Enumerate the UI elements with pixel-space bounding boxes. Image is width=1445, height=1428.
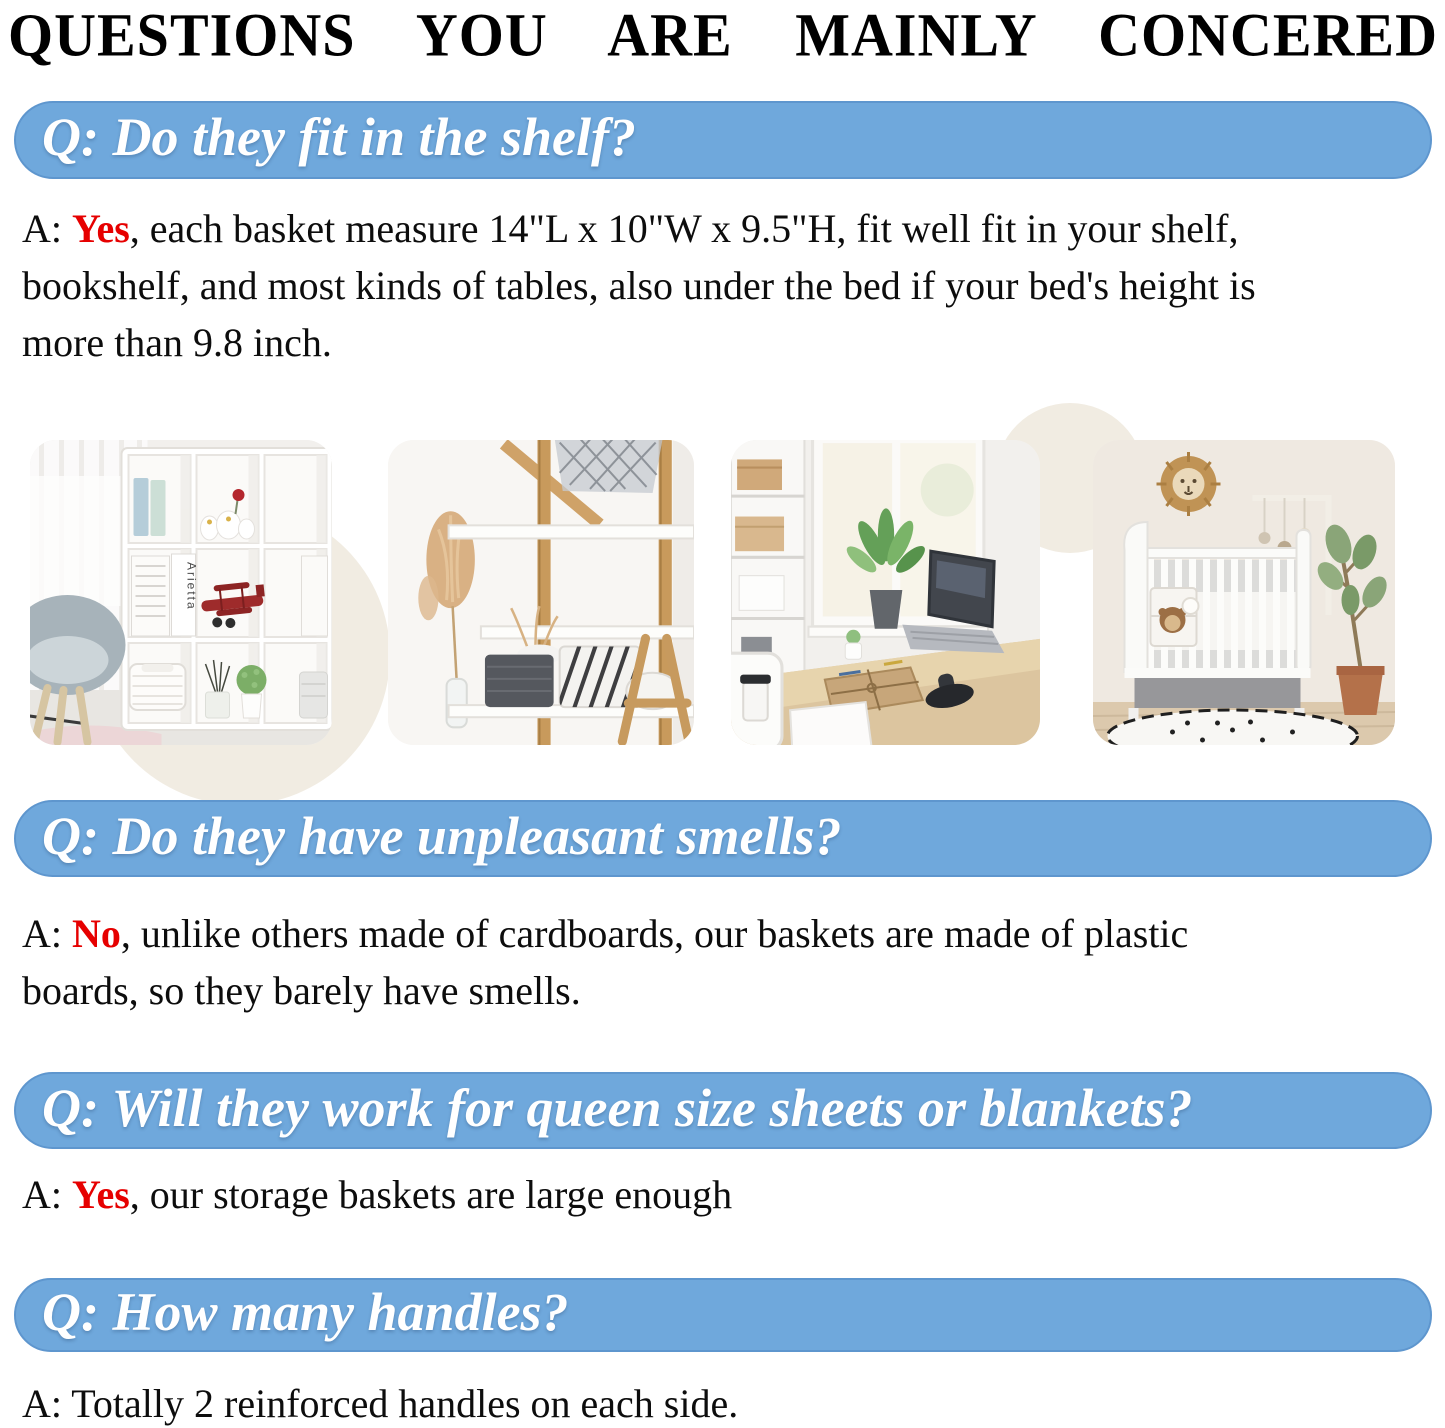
- answer-2-rest: , unlike others made of cardboards, our baskets are made of plastic: [120, 911, 1189, 956]
- succulent: [845, 630, 861, 660]
- answer-1-line-2: bookshelf, and most kinds of tables, also under the bed if your bed's height is: [22, 263, 1256, 308]
- pale-blue-book: [134, 478, 149, 536]
- rattan-basket: [130, 664, 186, 710]
- page-title: QUESTIONS YOU ARE MAINLY CONCERED: [8, 1, 1438, 70]
- gray-basket: [300, 672, 328, 718]
- answer-4: [22, 1375, 1422, 1428]
- question-1-text: Q: Do they fit in the shelf?: [42, 107, 636, 167]
- photo-office-desk: [731, 440, 1040, 745]
- answer-2-line-2: boards, so they barely have smells.: [22, 968, 581, 1013]
- wire-basket: [555, 440, 663, 493]
- nursery-crib-illustration: [1093, 440, 1395, 745]
- answer-3-rest: , our storage baskets are large enough: [129, 1172, 733, 1217]
- answer-1-line-1: [22, 200, 1422, 257]
- answer-3: [22, 1166, 1422, 1223]
- answer-1: [22, 200, 1422, 371]
- cube-bookshelf-illustration: [30, 440, 332, 745]
- answer-3-line-1: [22, 1166, 1422, 1223]
- answer-3-prefix: A:: [22, 1172, 72, 1217]
- decor-beige-arch-stem: [1041, 470, 1101, 548]
- answer-4-rest: Totally 2 reinforced handles on each side.: [71, 1381, 739, 1426]
- red-rose: [233, 489, 245, 501]
- coffee-cup: [740, 675, 771, 721]
- answer-2-prefix: A:: [22, 911, 72, 956]
- hanging-pocket-organizer: [1151, 588, 1199, 646]
- photo-bamboo-shelf: [388, 440, 694, 745]
- photo-cube-bookshelf: [30, 440, 332, 745]
- bamboo-shelf-illustration: [388, 440, 694, 745]
- question-4-text: Q: How many handles?: [42, 1282, 569, 1342]
- white-box: [790, 702, 872, 745]
- question-banner-3: [14, 1072, 1432, 1149]
- book-spine-label: Arietta: [184, 562, 199, 611]
- question-banner-2: [14, 800, 1432, 877]
- office-desk-illustration: [731, 440, 1040, 745]
- photo-nursery-crib: [1093, 440, 1395, 745]
- answer-4-prefix: A:: [22, 1381, 72, 1426]
- arietta-books: [132, 554, 199, 636]
- answer-1-line-3: more than 9.8 inch.: [22, 320, 332, 365]
- question-2-text: Q: Do they have unpleasant smells?: [42, 805, 842, 866]
- question-banner-1: [14, 101, 1432, 179]
- answer-1-highlight: Yes: [72, 206, 130, 251]
- answer-2-highlight: No: [72, 911, 121, 956]
- pale-green-book: [151, 480, 166, 536]
- answer-1-prefix: A:: [22, 206, 72, 251]
- question-3-text: Q: Will they work for queen size sheets or blankets?: [42, 1077, 1193, 1138]
- question-banner-4: [14, 1278, 1432, 1352]
- answer-2: [22, 905, 1422, 1019]
- answer-4-line-1: [22, 1375, 1422, 1428]
- white-binder: [302, 556, 328, 636]
- answer-2-line-1: [22, 905, 1422, 962]
- cube-shelf: [122, 448, 333, 730]
- answer-1-rest: , each basket measure 14"L x 10"W x 9.5"H, fit well fit in your shelf,: [129, 206, 1239, 251]
- answer-3-highlight: Yes: [72, 1172, 130, 1217]
